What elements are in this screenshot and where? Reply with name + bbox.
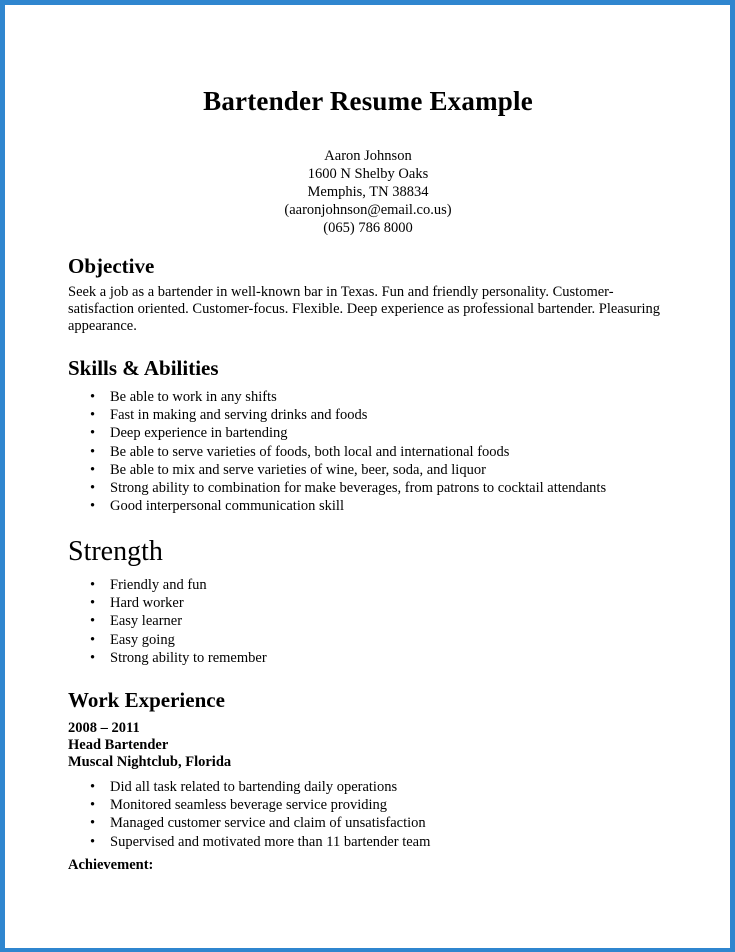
list-item: • Supervised and motivated more than 11 bartender team [68, 833, 430, 851]
list-item: • Deep experience in bartending [68, 424, 606, 442]
list-item: • Easy going [68, 631, 267, 649]
list-item: • Be able to serve varieties of foods, both local and international foods [68, 443, 606, 461]
list-item: • Easy learner [68, 612, 267, 630]
strength-list [68, 576, 267, 667]
work-duties-list [68, 778, 430, 851]
list-item: • Hard worker [68, 594, 267, 612]
list-item: • Friendly and fun [68, 576, 267, 594]
work-role: Head Bartender [68, 737, 169, 753]
objective-heading: Objective [68, 254, 155, 278]
strength-heading: Strength [68, 536, 163, 567]
list-item: • Did all task related to bartending daily operations [68, 778, 430, 796]
contact-email: (aaronjohnson@email.co.us) [284, 202, 452, 218]
work-experience-heading: Work Experience [68, 688, 225, 712]
list-item: • Be able to mix and serve varieties of wine, beer, soda, and liquor [68, 461, 606, 479]
list-item: • Monitored seamless beverage service providing [68, 796, 430, 814]
contact-address-line-2: Memphis, TN 38834 [307, 184, 429, 200]
achievement-label: Achievement: [68, 857, 154, 873]
contact-phone: (065) 786 8000 [323, 220, 413, 236]
work-place: Muscal Nightclub, Florida [68, 754, 232, 770]
list-item: • Managed customer service and claim of unsatisfaction [68, 814, 430, 832]
page-title: Bartender Resume Example [203, 86, 533, 116]
skills-heading: Skills & Abilities [68, 356, 219, 380]
contact-address-line-1: 1600 N Shelby Oaks [307, 166, 429, 182]
list-item: • Strong ability to combination for make beverages, from patrons to cocktail attendants [68, 479, 606, 497]
list-item: • Be able to work in any shifts [68, 388, 606, 406]
list-item: • Fast in making and serving drinks and foods [68, 406, 606, 424]
contact-block [68, 147, 668, 237]
objective-text: Seek a job as a bartender in well-known bar in Texas. Fun and friendly personality. Customer-satisfaction oriented. Customer-focus. Flexible. Deep experience as professional bartender. Pleasuring appearance. [68, 284, 661, 334]
contact-name: Aaron Johnson [324, 148, 412, 164]
skills-list [68, 388, 606, 515]
list-item: • Good interpersonal communication skill [68, 497, 606, 515]
work-years: 2008 – 2011 [68, 720, 140, 736]
list-item: • Strong ability to remember [68, 649, 267, 667]
